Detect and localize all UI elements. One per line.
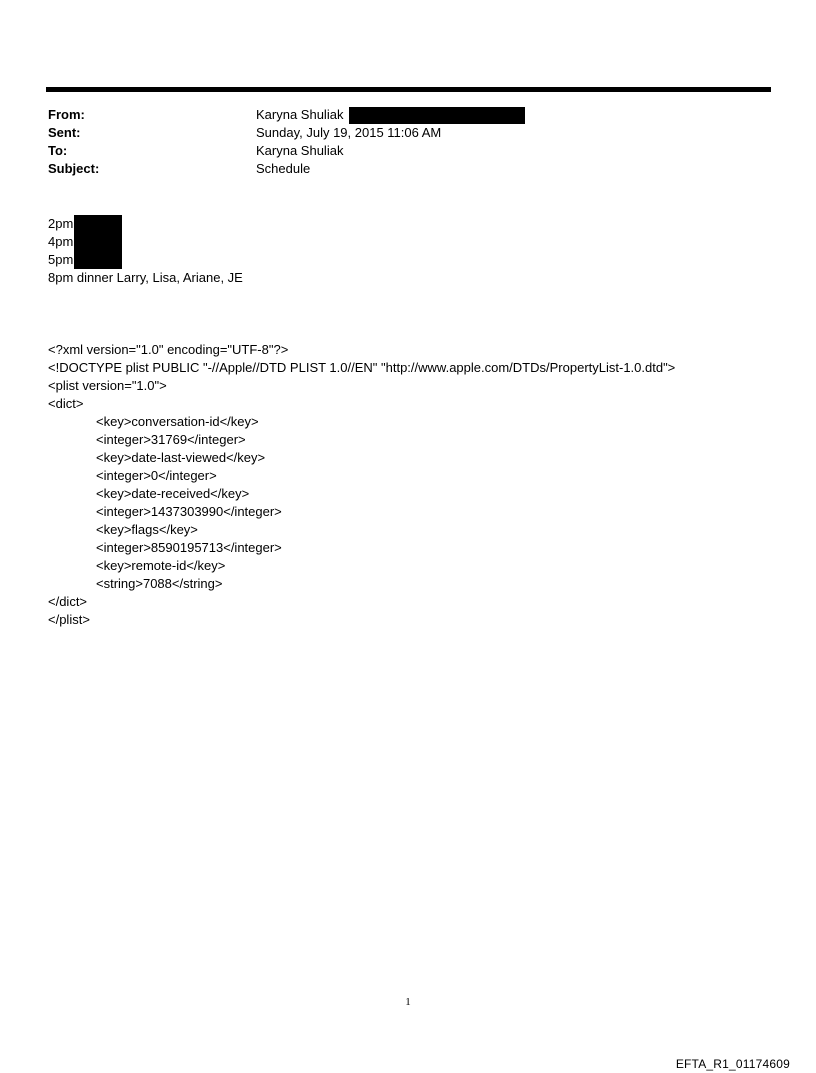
plist-close-tag: </plist> (48, 612, 90, 627)
schedule-time: 5pm (48, 252, 74, 267)
plist-entry: <string>7088</string> (96, 576, 223, 591)
document-id: EFTA_R1_01174609 (675, 1057, 790, 1071)
sent-row (48, 124, 768, 142)
plist-entry: <integer>8590195713</integer> (96, 540, 282, 555)
schedule-text: 8pm dinner Larry, Lisa, Ariane, JE (48, 270, 243, 285)
schedule-line-5pm (48, 251, 243, 269)
sent-label: Sent: (48, 125, 81, 140)
schedule-time: 4pm (48, 234, 74, 249)
subject-value: Schedule (256, 161, 311, 176)
dict-open-tag: <dict> (48, 396, 84, 411)
schedule-line-4pm (48, 233, 243, 251)
dict-close-tag: </dict> (48, 594, 88, 609)
from-value: Karyna Shuliak (256, 107, 344, 122)
from-row (48, 106, 768, 124)
header-rule (46, 87, 771, 92)
schedule-line-8pm (48, 269, 243, 287)
redacted-text (74, 251, 122, 269)
redacted-text (74, 215, 122, 233)
subject-label: Subject: (48, 161, 100, 176)
to-label: To: (48, 143, 68, 158)
doctype-line: <!DOCTYPE plist PUBLIC "-//Apple//DTD PLIST 1.0//EN" "http://www.apple.com/DTDs/PropertyList-1.0.dtd"> (48, 360, 676, 375)
to-row (48, 142, 768, 160)
plist-entry: <integer>0</integer> (96, 468, 217, 483)
to-value: Karyna Shuliak (256, 143, 344, 158)
from-value-wrap (256, 106, 525, 124)
plist-entry: <key>remote-id</key> (96, 558, 226, 573)
plist-entry: <key>date-last-viewed</key> (96, 450, 266, 465)
redacted-text (74, 233, 122, 251)
schedule-time: 2pm (48, 216, 74, 231)
email-body (48, 215, 243, 287)
plist-open-tag: <plist version="1.0"> (48, 378, 167, 393)
from-label: From: (48, 107, 85, 122)
plist-entry: <integer>1437303990</integer> (96, 504, 282, 519)
schedule-line-2pm (48, 215, 243, 233)
plist-metadata (48, 341, 675, 629)
xml-declaration: <?xml version="1.0" encoding="UTF-8"?> (48, 342, 289, 357)
redacted-email (349, 107, 525, 124)
subject-row (48, 160, 768, 178)
plist-entry: <key>conversation-id</key> (96, 414, 259, 429)
sent-value: Sunday, July 19, 2015 11:06 AM (256, 125, 442, 140)
plist-entry: <key>flags</key> (96, 522, 198, 537)
page-number: 1 (405, 996, 411, 1008)
email-header (48, 106, 768, 178)
plist-entry: <key>date-received</key> (96, 486, 250, 501)
plist-entry: <integer>31769</integer> (96, 432, 246, 447)
